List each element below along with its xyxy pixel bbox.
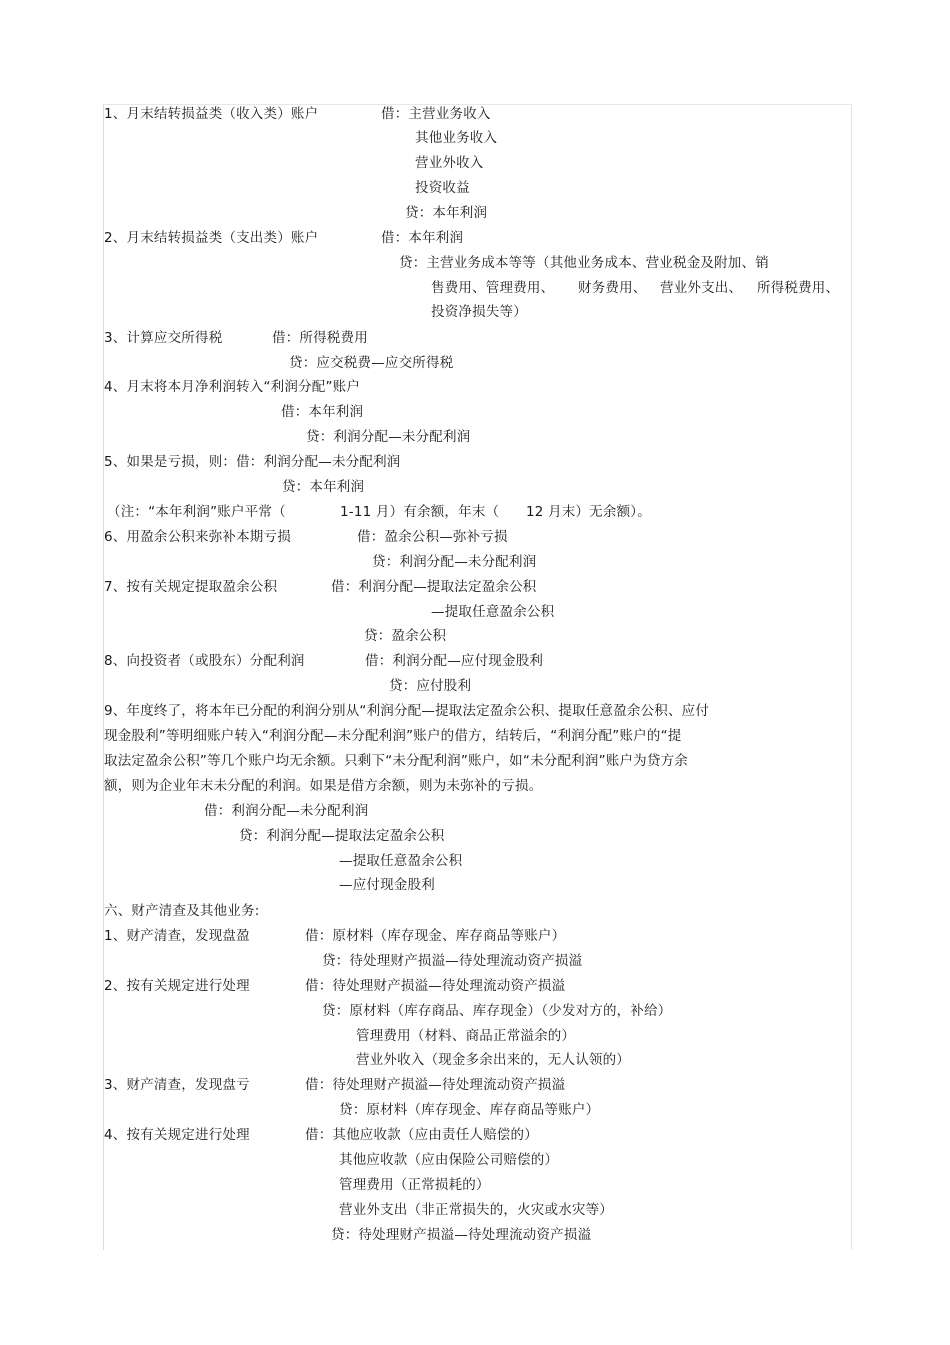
inventory-4-heading: 4、按有关规定进行处理: [104, 1127, 250, 1143]
entry-9-credit: 贷：利润分配—提取法定盈余公积: [239, 828, 445, 844]
entry-2-credit-cont: 所得税费用、: [757, 280, 840, 296]
inventory-4-credit: 贷：待处理财产损溢—待处理流动资产损溢: [331, 1227, 592, 1243]
entry-6-debit: 借：盈余公积—弥补亏损: [357, 529, 508, 545]
entry-1-debit-item: 其他业务收入: [415, 130, 498, 146]
entry-2-credit: 贷：主营业务成本等等（其他业务成本、营业税金及附加、销: [399, 255, 769, 271]
entry-9-paragraph: 取法定盈余公积”等几个账户均无余额。只剩下“未分配利润”账户，如“未分配利润”账户为贷方余: [104, 753, 688, 769]
entry-2-credit-cont: 财务费用、: [578, 280, 647, 296]
entry-7-debit-item: —提取任意盈余公积: [431, 604, 555, 620]
inventory-4-debit: 借：其他应收款（应由责任人赔偿的）: [305, 1127, 538, 1143]
entry-5-credit: 贷：本年利润: [282, 479, 365, 495]
inventory-2-credit: 贷：原材料（库存商品、库存现金）（少发对方的，补给）: [322, 1003, 672, 1019]
inventory-2-heading: 2、按有关规定进行处理: [104, 978, 250, 994]
inventory-4-debit-item: 其他应收款（应由保险公司赔偿的）: [339, 1152, 559, 1168]
entry-4-heading: 4、月末将本月净利润转入“利润分配”账户: [104, 379, 361, 395]
entry-9-credit-item: —提取任意盈余公积: [339, 853, 463, 869]
entry-4-credit: 贷：利润分配—未分配利润: [306, 429, 471, 445]
entry-2-credit-cont: 投资净损失等）: [431, 304, 527, 320]
entry-3-credit: 贷：应交税费—应交所得税: [289, 355, 454, 371]
entry-9-credit-item: —应付现金股利: [339, 877, 435, 893]
inventory-1-heading: 1、财产清查，发现盘盈: [104, 928, 250, 944]
entry-7-heading: 7、按有关规定提取盈余公积: [104, 579, 278, 595]
inventory-2-debit: 借：待处理财产损溢—待处理流动资产损溢: [305, 978, 566, 994]
note-line: 12 月末）无余额）。: [526, 504, 651, 520]
inventory-3-debit: 借：待处理财产损溢—待处理流动资产损溢: [305, 1077, 566, 1093]
inventory-1-debit: 借：原材料（库存现金、库存商品等账户）: [305, 928, 566, 944]
note-line: （注：“本年利润”账户平常（: [107, 504, 286, 520]
entry-2-credit-cont: 售费用、管理费用、: [431, 280, 555, 296]
entry-8-credit: 贷：应付股利: [389, 678, 472, 694]
entry-1-heading: 1、月末结转损益类（收入类）账户: [104, 106, 319, 122]
frame-right-rule: [851, 104, 852, 1250]
entry-9-paragraph: 现金股利”等明细账户转入“利润分配—未分配利润”账户的借方，结转后，“利润分配”账户的“提: [104, 728, 682, 744]
entry-2-credit-cont: 营业外支出、: [660, 280, 743, 296]
inventory-3-heading: 3、财产清查，发现盘亏: [104, 1077, 250, 1093]
entry-7-debit: 借：利润分配—提取法定盈余公积: [331, 579, 537, 595]
entry-3-heading: 3、计算应交所得税: [104, 330, 223, 346]
entry-2-debit: 借：本年利润: [381, 230, 464, 246]
entry-5-heading: 5、如果是亏损，则：借：利润分配—未分配利润: [104, 454, 401, 470]
entry-4-debit: 借：本年利润: [281, 404, 364, 420]
entry-8-heading: 8、向投资者（或股东）分配利润: [104, 653, 305, 669]
entry-6-heading: 6、用盈余公积来弥补本期亏损: [104, 529, 291, 545]
inventory-3-credit: 贷：原材料（库存现金、库存商品等账户）: [339, 1102, 600, 1118]
entry-1-debit-item: 投资收益: [415, 180, 470, 196]
entry-8-debit: 借：利润分配—应付现金股利: [365, 653, 544, 669]
section-heading: 六、财产清查及其他业务:: [104, 903, 260, 919]
inventory-4-debit-item: 管理费用（正常损耗的）: [339, 1177, 490, 1193]
note-line: 1-11 月）有余额，年末（: [340, 504, 500, 520]
inventory-1-credit: 贷：待处理财产损溢—待处理流动资产损溢: [322, 953, 583, 969]
inventory-4-debit-item: 营业外支出（非正常损失的，火灾或水灾等）: [339, 1202, 613, 1218]
entry-6-credit: 贷：利润分配—未分配利润: [372, 554, 537, 570]
entry-3-debit: 借：所得税费用: [272, 330, 368, 346]
entry-2-heading: 2、月末结转损益类（支出类）账户: [104, 230, 319, 246]
entry-9-paragraph: 9、年度终了，将本年已分配的利润分别从“利润分配—提取法定盈余公积、提取任意盈余公积、应付: [104, 703, 710, 719]
entry-9-debit: 借：利润分配—未分配利润: [204, 803, 369, 819]
inventory-2-credit-item: 管理费用（材料、商品正常溢余的）: [356, 1028, 576, 1044]
inventory-2-credit-item: 营业外收入（现金多余出来的，无人认领的）: [356, 1052, 630, 1068]
entry-1-debit-item: 营业外收入: [415, 155, 484, 171]
entry-1-credit: 贷：本年利润: [405, 205, 488, 221]
entry-1-debit: 借：主营业务收入: [381, 106, 491, 122]
entry-9-paragraph: 额，则为企业年末未分配的利润。如果是借方余额，则为未弥补的亏损。: [104, 778, 543, 794]
entry-7-credit: 贷：盈余公积: [364, 628, 447, 644]
